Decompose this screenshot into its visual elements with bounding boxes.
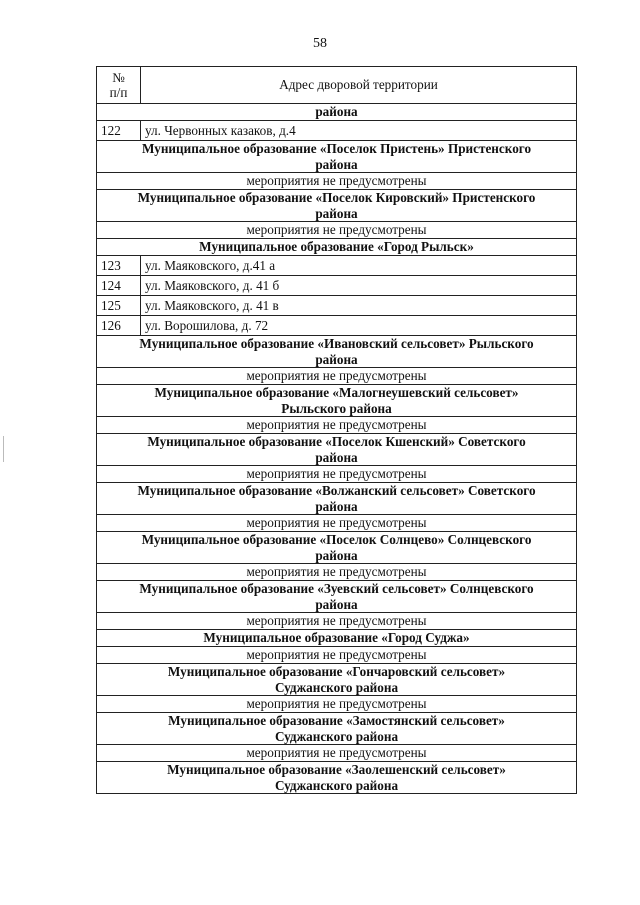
no-activities-row xyxy=(97,647,577,664)
no-activities-note: мероприятия не предусмотрены xyxy=(97,368,577,385)
municipality-section-row xyxy=(97,434,577,466)
municipality-name xyxy=(97,434,577,466)
no-activities-note: мероприятия не предусмотрены xyxy=(97,417,577,434)
table-row xyxy=(97,276,577,296)
row-address: ул. Маяковского, д. 41 б xyxy=(141,276,577,296)
municipality-section-row xyxy=(97,630,577,647)
municipality-name: Муниципальное образование «Город Суджа» xyxy=(97,630,577,647)
no-activities-row xyxy=(97,173,577,190)
municipality-name-line1: Муниципальное образование «Поселок Солнцево» Солнцевского xyxy=(141,532,532,547)
municipality-name-line1: Муниципальное образование «Поселок Пристень» Пристенского xyxy=(141,141,532,156)
municipality-name xyxy=(97,190,577,222)
row-number: 125 xyxy=(97,296,141,316)
municipality-name-line1: Муниципальное образование «Гончаровский сельсовет» xyxy=(167,664,506,679)
municipality-section-row xyxy=(97,664,577,696)
row-address: ул. Маяковского, д.41 а xyxy=(141,256,577,276)
municipality-name xyxy=(97,483,577,515)
no-activities-note: мероприятия не предусмотрены xyxy=(97,564,577,581)
municipality-section-row xyxy=(97,483,577,515)
no-activities-note: мероприятия не предусмотрены xyxy=(97,515,577,532)
row-number: 124 xyxy=(97,276,141,296)
no-activities-note: мероприятия не предусмотрены xyxy=(97,647,577,664)
municipality-name-line1: Муниципальное образование «Замостянский сельсовет» xyxy=(168,713,505,728)
municipality-name-line1: Муниципальное образование «Зуевский сельсовет» Солнцевского xyxy=(139,581,534,596)
no-activities-row xyxy=(97,417,577,434)
municipality-section-row xyxy=(97,385,577,417)
municipality-name xyxy=(97,336,577,368)
municipality-name-line1: Муниципальное образование «Ивановский сельсовет» Рыльского xyxy=(139,336,534,351)
municipality-section-row xyxy=(97,713,577,745)
municipality-name-line1: Муниципальное образование «Малогнеушевский сельсовет» xyxy=(154,385,519,400)
no-activities-row xyxy=(97,613,577,630)
row-address: ул. Червонных казаков, д.4 xyxy=(141,121,577,141)
municipality-name xyxy=(97,141,577,173)
municipality-name xyxy=(97,532,577,564)
no-activities-row xyxy=(97,466,577,483)
no-activities-row xyxy=(97,745,577,762)
scan-edge-mark xyxy=(3,436,4,462)
municipality-name xyxy=(97,581,577,613)
municipality-name-line1: Муниципальное образование «Поселок Кировский» Пристенского xyxy=(137,190,536,205)
municipality-section-row xyxy=(97,762,577,794)
municipality-name-line2: района xyxy=(315,205,358,221)
no-activities-row xyxy=(97,368,577,385)
no-activities-note: мероприятия не предусмотрены xyxy=(97,466,577,483)
municipality-name-line2: Суджанского района xyxy=(274,679,399,695)
no-activities-note: мероприятия не предусмотрены xyxy=(97,173,577,190)
municipality-name-line1: Муниципальное образование «Волжанский сельсовет» Советского xyxy=(137,483,536,498)
municipality-section-row xyxy=(97,581,577,613)
municipality-name-line2: района xyxy=(315,596,358,612)
municipality-name xyxy=(97,762,577,794)
no-activities-row xyxy=(97,222,577,239)
table-row xyxy=(97,296,577,316)
row-number: 122 xyxy=(97,121,141,141)
municipality-section-row xyxy=(97,190,577,222)
municipality-name xyxy=(97,385,577,417)
table-body xyxy=(97,104,577,794)
municipality-name-line1: Муниципальное образование «Заолешенский сельсовет» xyxy=(167,762,506,777)
header-number-line1: № xyxy=(112,70,125,85)
row-address: ул. Ворошилова, д. 72 xyxy=(141,316,577,336)
no-activities-row xyxy=(97,564,577,581)
header-number xyxy=(97,67,141,104)
no-activities-row xyxy=(97,515,577,532)
table-header-row xyxy=(97,67,577,104)
page-number: 58 xyxy=(313,36,327,51)
municipality-name-line2: района xyxy=(315,449,358,465)
row-number: 126 xyxy=(97,316,141,336)
municipality-name: Муниципальное образование «Город Рыльск» xyxy=(97,239,577,256)
no-activities-row xyxy=(97,696,577,713)
municipality-name-line2: района xyxy=(315,351,358,367)
address-table xyxy=(96,66,577,794)
municipality-name-line2: Суджанского района xyxy=(274,777,399,793)
municipality-name-line2: Рыльского района xyxy=(281,400,392,416)
municipality-name-line2: района xyxy=(315,547,358,563)
municipality-name-line1: Муниципальное образование «Поселок Кшенский» Советского xyxy=(147,434,526,449)
municipality-name xyxy=(97,713,577,745)
row-number: 123 xyxy=(97,256,141,276)
municipality-section-row xyxy=(97,532,577,564)
municipality-section-row xyxy=(97,336,577,368)
row-address: ул. Маяковского, д. 41 в xyxy=(141,296,577,316)
municipality-section-row xyxy=(97,239,577,256)
municipality-name: района xyxy=(97,104,577,121)
no-activities-note: мероприятия не предусмотрены xyxy=(97,222,577,239)
municipality-name-line2: района xyxy=(315,156,358,172)
no-activities-note: мероприятия не предусмотрены xyxy=(97,696,577,713)
header-number-line2: п/п xyxy=(109,85,128,100)
municipality-name-line2: Суджанского района xyxy=(274,728,399,744)
municipality-section-row xyxy=(97,104,577,121)
municipality-name xyxy=(97,664,577,696)
header-address: Адрес дворовой территории xyxy=(141,67,577,104)
table-row xyxy=(97,316,577,336)
table-row xyxy=(97,256,577,276)
no-activities-note: мероприятия не предусмотрены xyxy=(97,745,577,762)
municipality-name-line2: района xyxy=(315,498,358,514)
table-row xyxy=(97,121,577,141)
municipality-section-row xyxy=(97,141,577,173)
no-activities-note: мероприятия не предусмотрены xyxy=(97,613,577,630)
